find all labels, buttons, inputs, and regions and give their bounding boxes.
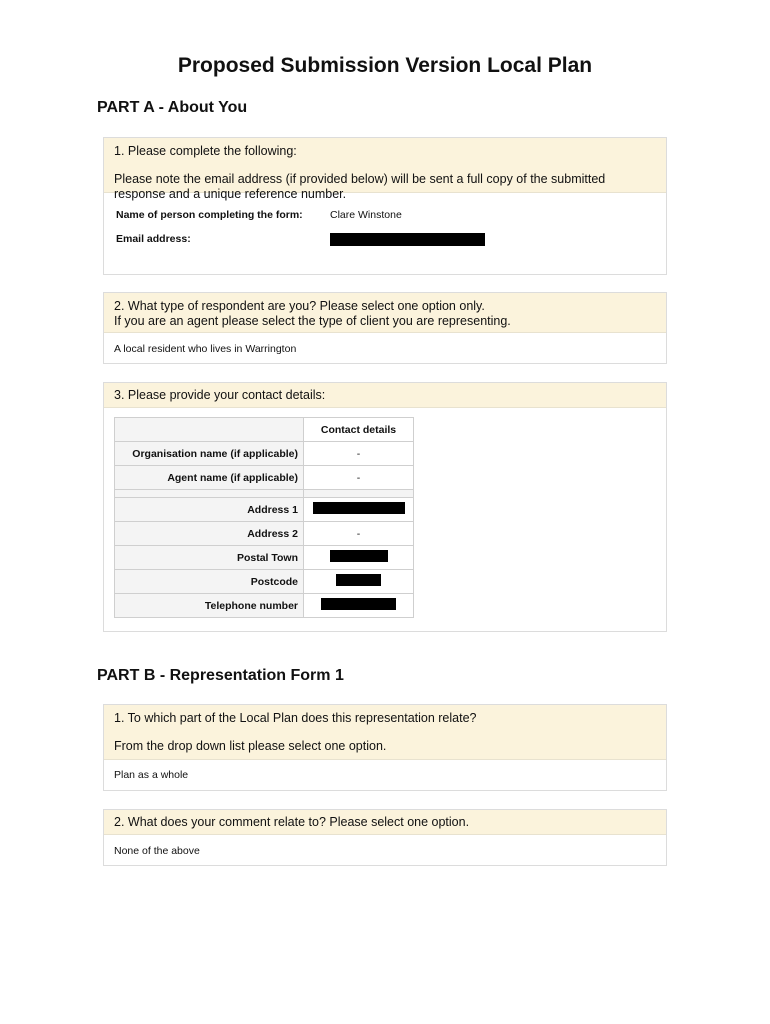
name-field-value: Clare Winstone — [330, 209, 402, 221]
question-1-box — [103, 137, 667, 275]
postal-town-redaction — [330, 550, 388, 562]
part-b-question-1-header — [104, 705, 666, 760]
postcode-value — [304, 570, 414, 594]
email-field-row — [116, 227, 656, 251]
table-spacer-row — [115, 490, 414, 498]
address-2-label: Address 2 — [115, 522, 304, 546]
question-2-answer: A local resident who lives in Warrington — [114, 343, 297, 355]
telephone-value — [304, 594, 414, 618]
address-1-value — [304, 498, 414, 522]
table-row — [115, 570, 414, 594]
postal-town-label: Postal Town — [115, 546, 304, 570]
part-b-question-1-text: 1. To which part of the Local Plan does this representation relate? — [114, 711, 477, 725]
spacer-cell — [304, 490, 414, 498]
part-b-question-1-box — [103, 704, 667, 791]
question-2-box — [103, 292, 667, 364]
postcode-label: Postcode — [115, 570, 304, 594]
page-title: Proposed Submission Version Local Plan — [177, 54, 593, 77]
table-row — [115, 466, 414, 490]
question-2-text: 2. What type of respondent are you? Please select one option only. — [114, 299, 485, 313]
part-b-question-2-box — [103, 809, 667, 866]
question-3-text: 3. Please provide your contact details: — [114, 388, 326, 402]
address-2-value: - — [304, 522, 414, 546]
agent-value: - — [304, 466, 414, 490]
contact-details-column-header: Contact details — [304, 418, 414, 442]
question-1-note: Please note the email address (if provided below) will be sent a full copy of the submitted response and a unique reference number. — [114, 172, 606, 201]
question-3-box — [103, 382, 667, 632]
part-a-heading: PART A - About You — [97, 99, 248, 116]
part-b-heading: PART B - Representation Form 1 — [97, 667, 344, 684]
table-row — [115, 546, 414, 570]
postal-town-value — [304, 546, 414, 570]
table-row — [115, 498, 414, 522]
table-row — [115, 442, 414, 466]
table-corner-cell — [115, 418, 304, 442]
organisation-value: - — [304, 442, 414, 466]
telephone-redaction — [321, 598, 396, 610]
question-1-header — [104, 138, 666, 201]
name-field-label: Name of person completing the form: — [116, 209, 303, 221]
address-1-label: Address 1 — [115, 498, 304, 522]
telephone-label: Telephone number — [115, 594, 304, 618]
part-b-question-2-header — [104, 810, 666, 835]
question-1-text: 1. Please complete the following: — [114, 144, 297, 158]
address-1-redaction — [313, 502, 405, 514]
spacer-cell — [115, 490, 304, 498]
postcode-redaction — [336, 574, 381, 586]
part-b-question-2-text: 2. What does your comment relate to? Please select one option. — [114, 815, 470, 829]
question-2-note: If you are an agent please select the type of client you are representing. — [114, 314, 511, 328]
email-field-label: Email address: — [116, 233, 191, 245]
table-row — [115, 594, 414, 618]
question-3-header — [104, 383, 666, 408]
agent-label: Agent name (if applicable) — [115, 466, 304, 490]
email-redaction — [330, 233, 485, 246]
table-row — [115, 522, 414, 546]
part-b-question-1-answer: Plan as a whole — [114, 769, 189, 781]
part-b-question-2-answer: None of the above — [114, 845, 200, 857]
organisation-label: Organisation name (if applicable) — [115, 442, 304, 466]
table-header-row — [115, 418, 414, 442]
question-2-header — [104, 293, 666, 333]
name-field-row — [116, 203, 656, 227]
contact-details-table — [114, 417, 414, 618]
part-b-question-1-note: From the drop down list please select one option. — [114, 739, 387, 753]
